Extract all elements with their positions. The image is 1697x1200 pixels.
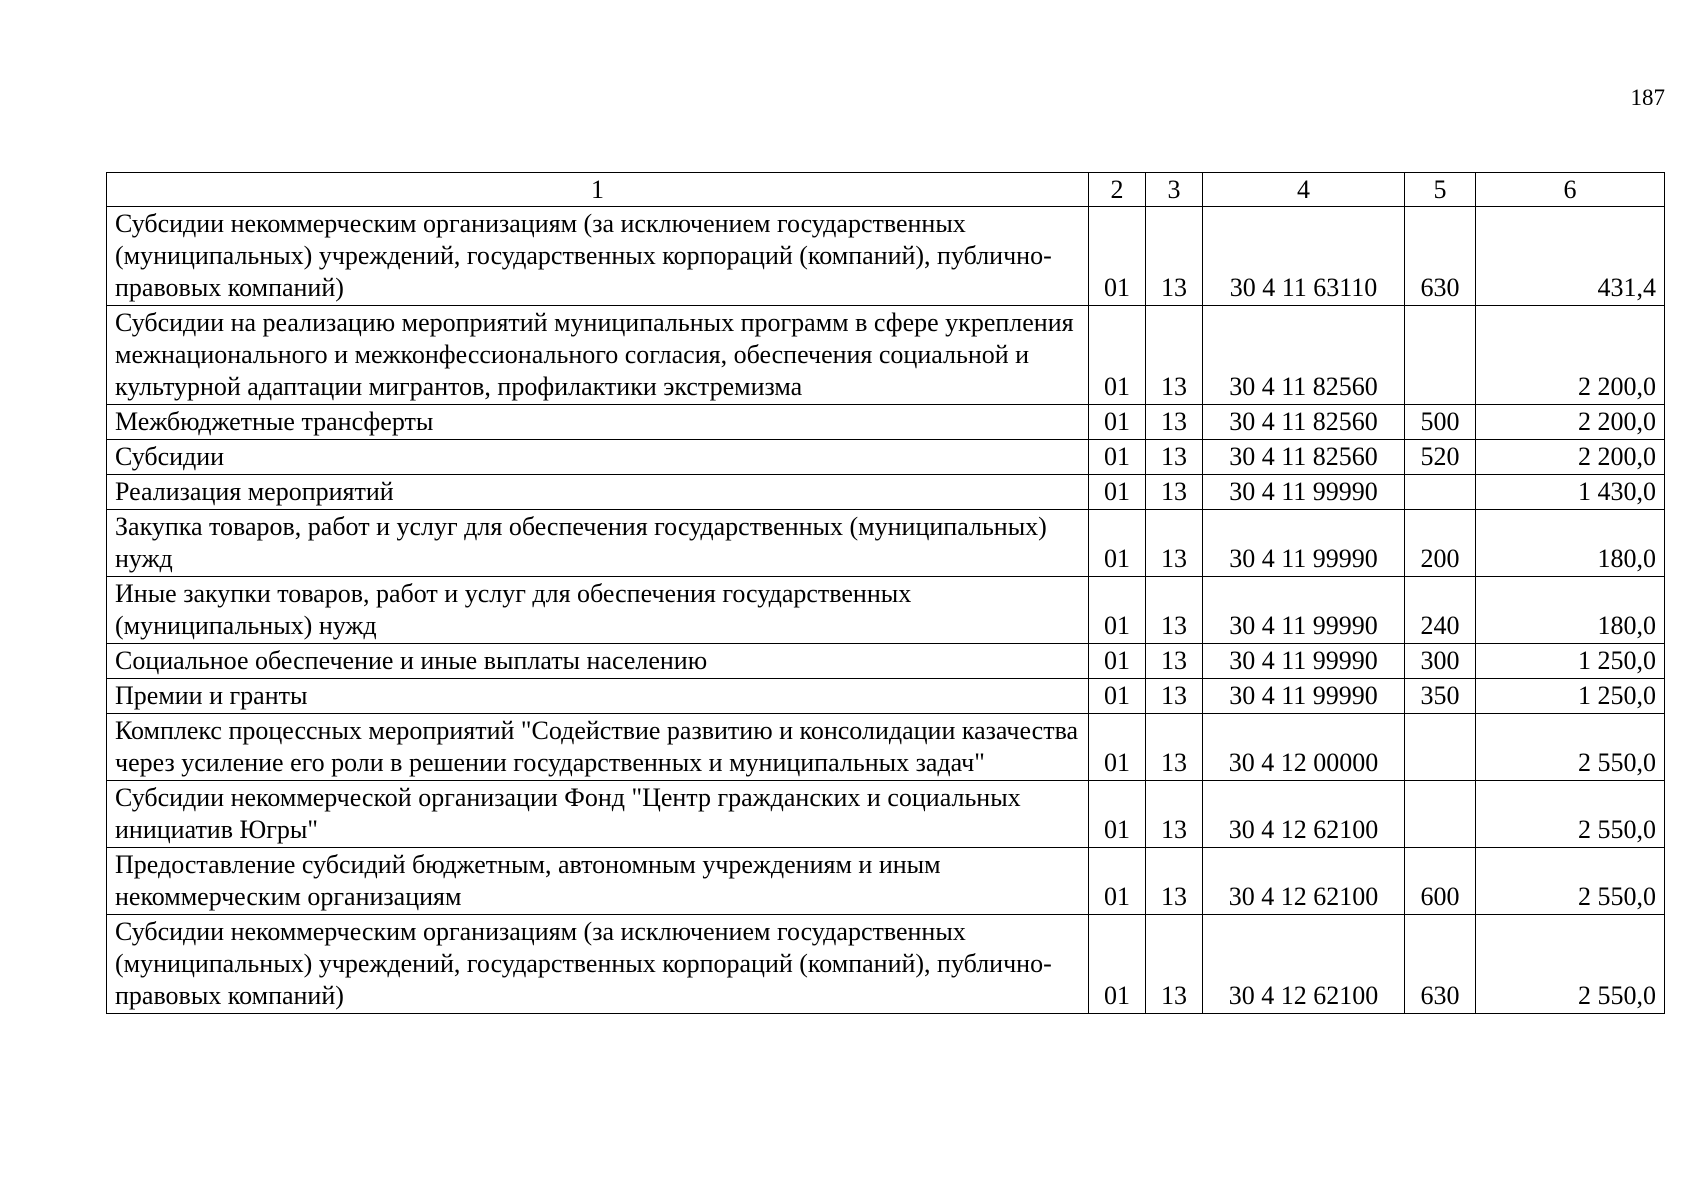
row-name-cell: Премии и гранты [107, 679, 1089, 714]
row-amount-cell: 180,0 [1476, 577, 1665, 644]
row-expense-type-cell: 350 [1405, 679, 1476, 714]
row-name-cell: Субсидии некоммерческим организациям (за исключением государственных (муниципальных) учреждений, государственных корпораций (компаний), публично-правовых компаний) [107, 915, 1089, 1014]
row-name-cell: Реализация мероприятий [107, 475, 1089, 510]
row-section-cell: 01 [1089, 644, 1146, 679]
row-amount-cell: 180,0 [1476, 510, 1665, 577]
table-row [107, 306, 1665, 405]
row-target-article-cell: 30 4 11 82560 [1203, 306, 1405, 405]
column-header: 1 [107, 173, 1089, 207]
row-section-cell: 01 [1089, 475, 1146, 510]
row-target-article-cell: 30 4 11 63110 [1203, 207, 1405, 306]
row-name-cell: Субсидии на реализацию мероприятий муниципальных программ в сфере укрепления межнационального и межконфессионального согласия, обеспечения социальной и культурной адаптации мигрантов, профилактики экстремизма [107, 306, 1089, 405]
row-subsection-cell: 13 [1146, 207, 1203, 306]
row-subsection-cell: 13 [1146, 510, 1203, 577]
row-expense-type-cell: 300 [1405, 644, 1476, 679]
row-expense-type-cell [1405, 781, 1476, 848]
row-subsection-cell: 13 [1146, 781, 1203, 848]
row-section-cell: 01 [1089, 510, 1146, 577]
row-subsection-cell: 13 [1146, 577, 1203, 644]
row-expense-type-cell [1405, 714, 1476, 781]
row-section-cell: 01 [1089, 207, 1146, 306]
row-target-article-cell: 30 4 12 00000 [1203, 714, 1405, 781]
row-amount-cell: 1 250,0 [1476, 679, 1665, 714]
column-header: 4 [1203, 173, 1405, 207]
column-header: 2 [1089, 173, 1146, 207]
row-target-article-cell: 30 4 11 99990 [1203, 679, 1405, 714]
row-target-article-cell: 30 4 11 82560 [1203, 440, 1405, 475]
row-section-cell: 01 [1089, 440, 1146, 475]
row-amount-cell: 2 550,0 [1476, 848, 1665, 915]
budget-table [106, 172, 1665, 1014]
row-amount-cell: 431,4 [1476, 207, 1665, 306]
column-header: 3 [1146, 173, 1203, 207]
row-section-cell: 01 [1089, 781, 1146, 848]
row-target-article-cell: 30 4 12 62100 [1203, 781, 1405, 848]
row-expense-type-cell: 630 [1405, 207, 1476, 306]
row-expense-type-cell: 240 [1405, 577, 1476, 644]
row-subsection-cell: 13 [1146, 405, 1203, 440]
row-subsection-cell: 13 [1146, 475, 1203, 510]
row-expense-type-cell [1405, 475, 1476, 510]
page-number: 187 [1630, 85, 1665, 110]
row-subsection-cell: 13 [1146, 306, 1203, 405]
table-row [107, 644, 1665, 679]
table-row [107, 714, 1665, 781]
row-target-article-cell: 30 4 12 62100 [1203, 848, 1405, 915]
row-name-cell: Предоставление субсидий бюджетным, автономным учреждениям и иным некоммерческим организациям [107, 848, 1089, 915]
row-name-cell: Комплекс процессных мероприятий "Содействие развитию и консолидации казачества через усиление его роли в решении государственных и муниципальных задач" [107, 714, 1089, 781]
table-row [107, 781, 1665, 848]
row-section-cell: 01 [1089, 306, 1146, 405]
row-expense-type-cell: 630 [1405, 915, 1476, 1014]
table-row [107, 679, 1665, 714]
row-target-article-cell: 30 4 11 99990 [1203, 577, 1405, 644]
row-expense-type-cell: 200 [1405, 510, 1476, 577]
row-amount-cell: 2 200,0 [1476, 440, 1665, 475]
row-section-cell: 01 [1089, 679, 1146, 714]
row-section-cell: 01 [1089, 915, 1146, 1014]
table-body [107, 207, 1665, 1014]
row-amount-cell: 2 550,0 [1476, 714, 1665, 781]
table-row [107, 405, 1665, 440]
row-section-cell: 01 [1089, 405, 1146, 440]
table-row [107, 207, 1665, 306]
row-target-article-cell: 30 4 11 82560 [1203, 405, 1405, 440]
row-name-cell: Иные закупки товаров, работ и услуг для обеспечения государственных (муниципальных) нужд [107, 577, 1089, 644]
row-amount-cell: 2 550,0 [1476, 781, 1665, 848]
row-expense-type-cell: 600 [1405, 848, 1476, 915]
row-subsection-cell: 13 [1146, 644, 1203, 679]
row-subsection-cell: 13 [1146, 848, 1203, 915]
row-target-article-cell: 30 4 12 62100 [1203, 915, 1405, 1014]
row-expense-type-cell: 520 [1405, 440, 1476, 475]
table-row [107, 475, 1665, 510]
row-name-cell: Субсидии некоммерческим организациям (за исключением государственных (муниципальных) учреждений, государственных корпораций (компаний), публично-правовых компаний) [107, 207, 1089, 306]
row-section-cell: 01 [1089, 577, 1146, 644]
column-header: 5 [1405, 173, 1476, 207]
table-row [107, 577, 1665, 644]
row-name-cell: Социальное обеспечение и иные выплаты населению [107, 644, 1089, 679]
row-subsection-cell: 13 [1146, 440, 1203, 475]
row-amount-cell: 1 250,0 [1476, 644, 1665, 679]
row-expense-type-cell: 500 [1405, 405, 1476, 440]
row-section-cell: 01 [1089, 714, 1146, 781]
row-amount-cell: 1 430,0 [1476, 475, 1665, 510]
table-row [107, 440, 1665, 475]
row-subsection-cell: 13 [1146, 714, 1203, 781]
row-amount-cell: 2 200,0 [1476, 405, 1665, 440]
table-header-row [107, 173, 1665, 207]
row-target-article-cell: 30 4 11 99990 [1203, 510, 1405, 577]
row-subsection-cell: 13 [1146, 915, 1203, 1014]
row-section-cell: 01 [1089, 848, 1146, 915]
row-name-cell: Субсидии [107, 440, 1089, 475]
row-name-cell: Межбюджетные трансферты [107, 405, 1089, 440]
row-expense-type-cell [1405, 306, 1476, 405]
column-header: 6 [1476, 173, 1665, 207]
row-name-cell: Закупка товаров, работ и услуг для обеспечения государственных (муниципальных) нужд [107, 510, 1089, 577]
row-target-article-cell: 30 4 11 99990 [1203, 475, 1405, 510]
row-subsection-cell: 13 [1146, 679, 1203, 714]
row-target-article-cell: 30 4 11 99990 [1203, 644, 1405, 679]
table-row [107, 510, 1665, 577]
row-name-cell: Субсидии некоммерческой организации Фонд "Центр гражданских и социальных инициатив Югры" [107, 781, 1089, 848]
table-row [107, 915, 1665, 1014]
row-amount-cell: 2 200,0 [1476, 306, 1665, 405]
row-amount-cell: 2 550,0 [1476, 915, 1665, 1014]
table-row [107, 848, 1665, 915]
